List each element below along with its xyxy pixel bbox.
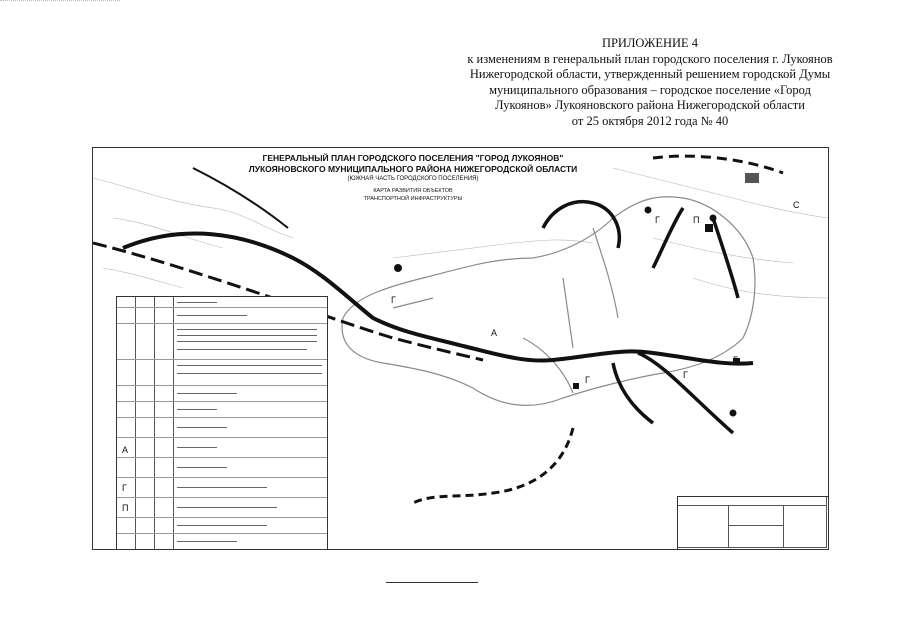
map-title-line-5: ТРАНСПОРТНОЙ ИНФРАСТРУКТУРЫ [363,196,463,202]
footer-rule [386,582,478,583]
object-marker [730,410,737,417]
legend-divider [117,437,327,438]
stamp-right-cell [783,505,827,548]
title-stamp [677,496,829,550]
stamp-middle-cell [728,525,784,548]
hatched-area [745,173,759,183]
legend-symbol-g: Г [122,483,127,493]
map-legend [116,296,328,550]
legend-text-line [177,302,217,303]
map-label-g: Г [733,355,738,365]
map-label-c: С [793,200,800,210]
legend-text-line [177,467,227,468]
legend-text-line [177,447,217,448]
legend-text-line [177,487,267,488]
legend-divider [117,533,327,534]
legend-text-line [177,341,317,342]
map-label-g: Г [585,375,590,385]
appendix-header [430,36,870,129]
appendix-title: ПРИЛОЖЕНИЕ 4 [601,36,699,50]
object-marker [394,264,402,272]
map-label-g: Г [391,295,396,305]
legend-text-line [177,365,322,366]
stamp-left-cell [678,505,729,548]
legend-symbol-p: П [122,503,129,513]
legend-text-line [177,393,237,394]
legend-text-line [177,525,267,526]
legend-divider [117,417,327,418]
legend-divider [117,497,327,498]
appendix-line-4: муниципального образования – городское поселение «Город [489,82,811,97]
object-marker [645,207,652,214]
map-label-a: А [491,328,498,338]
map-title-line-2: ЛУКОЯНОВСКОГО МУНИЦИПАЛЬНОГО РАЙОНА НИЖЕГОРОДСКОЙ ОБЛАСТИ [248,164,578,174]
object-marker [710,215,717,222]
object-square-marker [705,224,713,232]
legend-text-line [177,315,247,316]
legend-divider [117,307,327,308]
north-bypass [653,156,783,173]
legend-text-line [177,373,322,374]
legend-text-line [177,349,307,350]
map-label-p: П [693,215,700,225]
legend-text-line [177,541,237,542]
legend-text-line [177,409,217,410]
map-title-line-4: КАРТА РАЗВИТИЯ ОБЪЕКТОВ [373,188,453,194]
stamp-middle-cell [728,505,784,526]
legend-divider [117,517,327,518]
appendix-line-5: Лукоянов» Лукояновского района Нижегородской области [495,98,805,112]
legend-symbol-a: А [122,445,129,455]
appendix-line-6: от 25 октября 2012 года № 40 [571,113,729,128]
map-label-g: Г [683,370,688,380]
city-boundary [342,197,755,406]
object-square-marker [573,383,579,389]
map-markers [394,173,759,417]
south-curve-road [413,428,573,503]
legend-divider [117,477,327,478]
legend-text-line [177,427,227,428]
legend-column-2 [136,297,155,549]
map-title-line-3: (ЮЖНАЯ ЧАСТЬ ГОРОДСКОГО ПОСЕЛЕНИЯ) [347,176,479,182]
appendix-line-2: к изменениям в генеральный план городского поселения г. Лукоянов [467,51,833,66]
north-road-3 [713,218,738,298]
legend-divider [117,385,327,386]
map-title-line-1: ГЕНЕРАЛЬНЫЙ ПЛАН ГОРОДСКОГО ПОСЕЛЕНИЯ "ГОРОД ЛУКОЯНОВ" [262,153,564,163]
legend-divider [117,401,327,402]
legend-column-3 [155,297,174,549]
map-label-g: Г [655,215,660,225]
scan-edge-mark [0,0,120,3]
legend-text-line [177,329,317,330]
legend-text-line [177,335,317,336]
legend-divider [117,457,327,458]
legend-divider [117,359,327,360]
legend-divider [117,323,327,324]
legend-text-line [177,507,277,508]
south-road [613,363,653,423]
appendix-line-3: Нижегородской области, утвержденный решением городской Думы [469,67,831,81]
